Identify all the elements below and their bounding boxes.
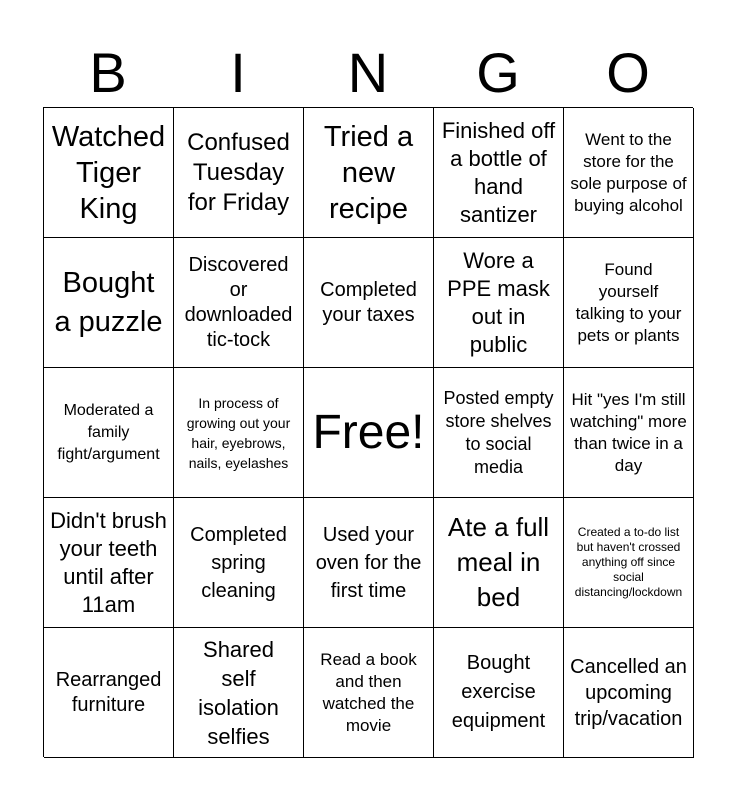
cell-text: Completed spring cleaning [190,523,287,602]
bingo-cell[interactable] [304,628,434,758]
cell-text: Read a book and then watched the movie [320,649,417,735]
header-letter-n: N [347,41,389,104]
cell-text: Bought a puzzle [54,266,163,338]
header-letter-b: B [89,41,127,104]
free-space-text: Free! [312,405,425,459]
cell-text: Discovered or downloaded tic-tock [184,253,293,351]
cell-text: Moderated a family fight/argument [57,401,160,463]
cell-text: Went to the store for the sole purpose of buying alcohol [570,129,687,215]
cell-text: Completed your taxes [320,278,417,326]
cell-text: Created a to-do list but haven't crossed anything off since social distancing/lockdown [574,525,683,599]
bingo-cell[interactable] [564,108,694,238]
bingo-header [43,40,693,106]
bingo-cell[interactable] [304,238,434,368]
bingo-cell[interactable] [434,368,564,498]
bingo-cell[interactable] [434,498,564,628]
cell-text: Shared self isolation selfies [198,636,279,749]
cell-text: Used your oven for the first time [315,523,422,602]
bingo-cell[interactable] [174,108,304,238]
header-letter-i: I [230,41,246,104]
bingo-cell[interactable] [434,238,564,368]
bingo-grid [43,107,693,757]
header-letter-g: G [476,41,520,104]
bingo-cell[interactable] [44,108,174,238]
bingo-cell[interactable] [44,628,174,758]
header-letter-o: O [606,41,650,104]
bingo-cell[interactable] [304,498,434,628]
bingo-cell[interactable] [564,238,694,368]
bingo-cell[interactable] [564,368,694,498]
bingo-cell-free[interactable] [304,368,434,498]
bingo-cell[interactable] [564,498,694,628]
bingo-cell[interactable] [174,628,304,758]
cell-text: Wore a PPE mask out in public [447,247,550,357]
cell-text: Tried a new recipe [323,120,414,225]
cell-text: Posted empty store shelves to social media [443,387,554,477]
bingo-cell[interactable] [434,628,564,758]
bingo-cell[interactable] [174,368,304,498]
bingo-cell[interactable] [44,238,174,368]
cell-text: Rearranged furniture [55,668,162,716]
bingo-cell[interactable] [174,238,304,368]
cell-text: Found yourself talking to your pets or plants [575,259,682,345]
cell-text: Ate a full meal in bed [447,512,550,612]
cell-text: Watched Tiger King [51,120,166,225]
cell-text: In process of growing out your hair, eyebrows, nails, eyelashes [186,394,291,471]
cell-text: Didn't brush your teeth until after 11am [50,507,167,617]
cell-text: Confused Tuesday for Friday [187,128,290,216]
bingo-cell[interactable] [44,498,174,628]
bingo-cell[interactable] [174,498,304,628]
bingo-cell[interactable] [304,108,434,238]
cell-text: Bought exercise equipment [451,652,546,732]
bingo-cell[interactable] [564,628,694,758]
cell-text: Finished off a bottle of hand santizer [441,117,556,227]
bingo-cell[interactable] [434,108,564,238]
bingo-cell[interactable] [44,368,174,498]
cell-text: Hit "yes I'm still watching" more than twice in a day [570,389,687,475]
cell-text: Cancelled an upcoming trip/vacation [570,655,687,730]
